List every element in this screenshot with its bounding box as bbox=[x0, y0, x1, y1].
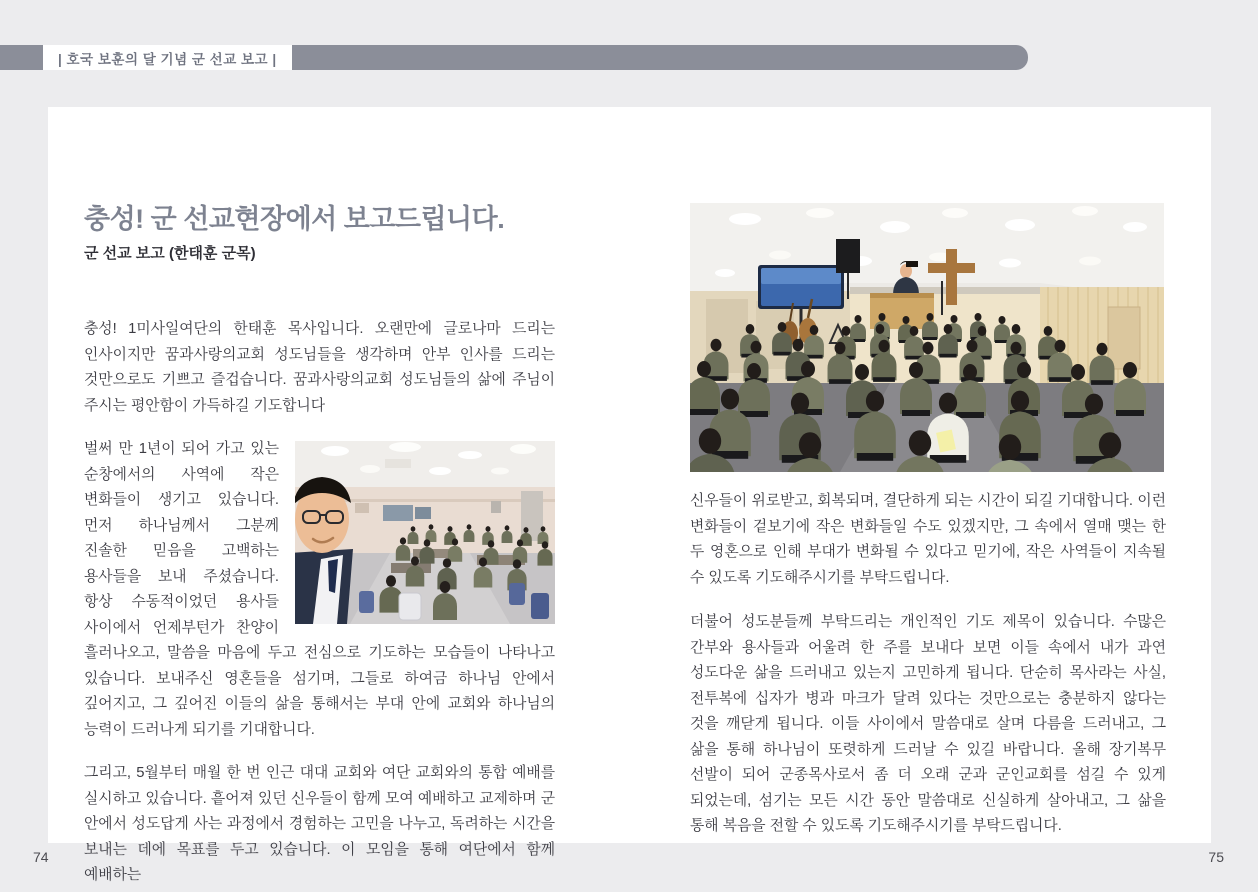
page-number-right: 75 bbox=[1208, 849, 1224, 865]
water-pitcher bbox=[399, 593, 421, 620]
right-paragraph-1: 신우들이 위로받고, 회복되며, 결단하게 되는 시간이 되길 기대합니다. 이런 변화들이 겉보기에 작은 변화들일 수도 있겠지만, 그 속에서 열매 맺는 한 두 영혼으로 인해 부대가 변화될 수 있다고 믿기에, 작은 사역들이 지속될 수 있도록 기도해주시기를 부탁드립니다. bbox=[690, 493, 1166, 586]
blue-chair bbox=[359, 591, 374, 613]
right-page-column bbox=[690, 107, 1166, 840]
chapel-photo bbox=[690, 203, 1164, 472]
left-page-column bbox=[84, 107, 555, 889]
right-paragraph-2: 더불어 성도분들께 부탁드리는 개인적인 기도 제목이 있습니다. 수많은 간부와 용사들과 어울려 한 주를 보내다 보면 이들 속에서 내가 과연 성도다운 삶을 드러내고 있는지 고민하게 됩니다. 단순히 목사라는 사실, 전투복에 십자가 병과 마크가 달려 있다는 것만으로는 충분하지 않다는 것을 깨닫게 됩니다. 이들 사이에서 말씀대로 살며 다름을 드러내고, 그 삶을 통해 하나님이 또렷하게 드러날 수 있길 바랍니다. 올해 장기복무 선발이 되어 군종목사로서 좀 더 오래 군과 군인교회를 섬길 수 있게 되었는데, 섬기는 모든 시간 동안 말씀대로 신실하게 살아내고, 그 삶을 통해 복음을 전할 수 있도록 기도해주시기를 부탁드립니다. bbox=[690, 614, 1166, 834]
left-paragraph-1: 충성! 1미사일여단의 한태훈 목사입니다. 오랜만에 글로나마 드리는 인사이지만 꿈과사랑의교회 성도님들을 생각하며 안부 인사를 드리는 것만으로도 기쁘고 즐겁습니다. 꿈과사랑의교회 성도님들의 삶에 주님이 주시는 평안함이 가득하길 기도합니다 bbox=[84, 321, 555, 414]
selfie-photo bbox=[295, 441, 555, 624]
spread-pages bbox=[48, 107, 1211, 883]
speaker bbox=[836, 239, 860, 273]
blue-chair bbox=[509, 583, 525, 605]
page-number-left: 74 bbox=[33, 849, 49, 865]
left-paragraph-3: 그리고, 5월부터 매월 한 번 인근 대대 교회와 여단 교회와의 통합 예배를 실시하고 있습니다. 흩어져 있던 신우들이 함께 모여 예배하고 교제하며 군 안에서 성도답게 사는 과정에서 경험하는 고민을 나누고, 독려하는 시간을 보내는 데에 목표를 두고 있습니다. 이 모임을 통해 여단에서 함께 예배하는 bbox=[84, 765, 555, 883]
section-header-label: | 호국 보훈의 달 기념 군 선교 보고 | bbox=[43, 45, 292, 70]
left-paragraph-2 bbox=[84, 437, 555, 743]
article-title: 충성! 군 선교현장에서 보고드립니다. bbox=[84, 204, 505, 234]
left-paragraph-2-text: 벌써 만 1년이 되어 가고 있는 순창에서의 사역에 작은 변화들이 생기고 있습니다. 먼저 하나님께서 그분께 진솔한 믿음을 고백하는 용사들을 보내 주셨습니다. 항상 수동적이었던 용사들 사이에서 언제부턴가 찬양이 흘러나오고, 말씀을 마음에 두고 전심으로 기도하는 모습들이 나타나고 있습니다. 보내주신 영혼들을 섬기며, 그들로 하여금 하나님 안에서 깊어지고, 그 깊어진 이들의 삶을 통해서는 부대 안에 교회와 하나님의 능력이 드러나게 되기를 기대합니다. bbox=[84, 441, 555, 738]
blue-chair bbox=[531, 593, 549, 619]
article-subtitle: 군 선교 보고 (한태훈 군목) bbox=[84, 245, 256, 262]
